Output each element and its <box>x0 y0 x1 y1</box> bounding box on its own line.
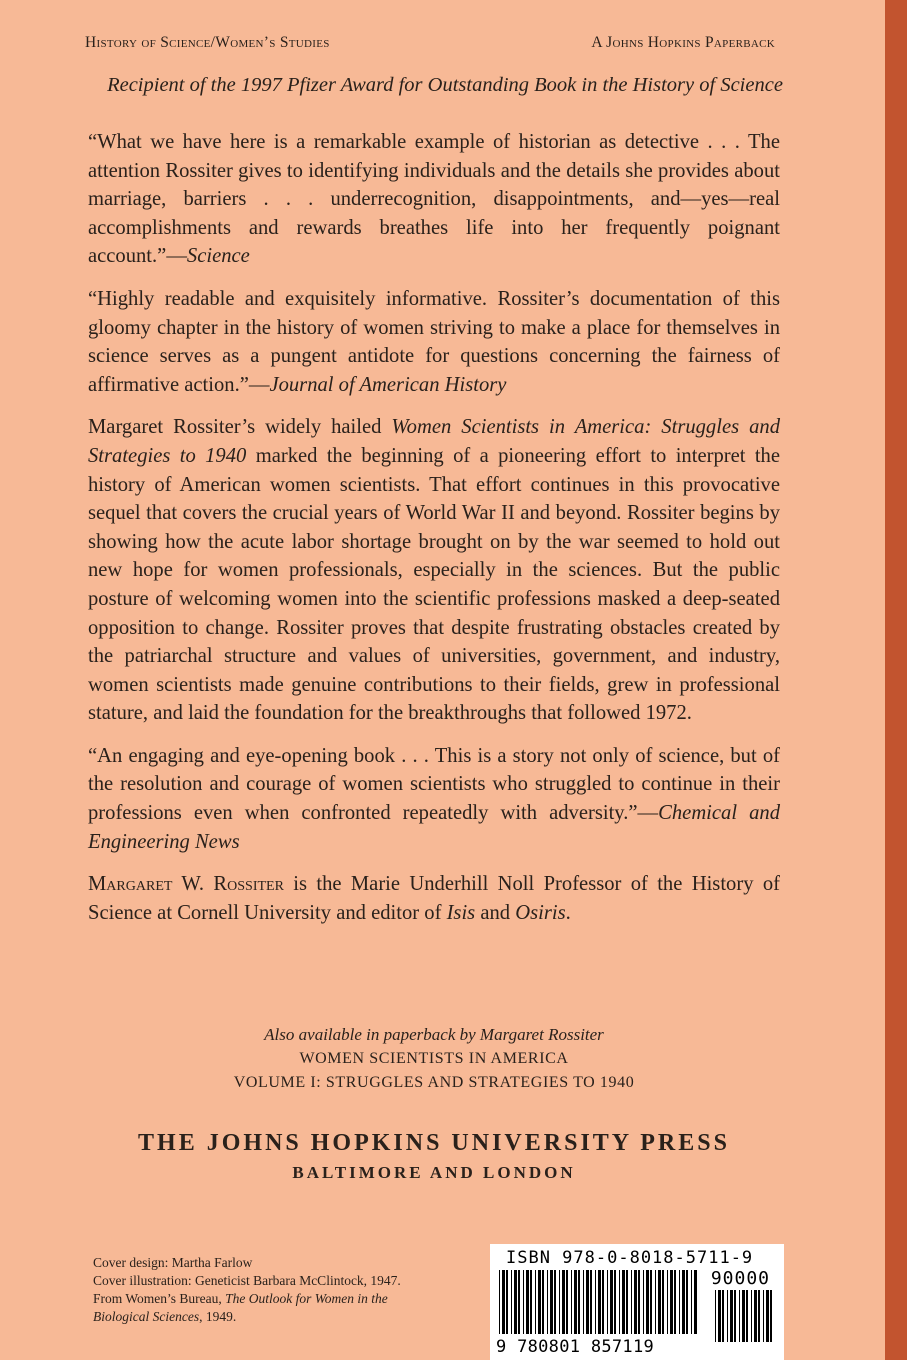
barcode-bar <box>658 1270 661 1334</box>
author-name: Margaret W. Rossiter <box>88 873 284 896</box>
author-bio-text: is the Marie Underhill Noll Professor of the History of Science at Cornell University and editor of <box>88 873 780 924</box>
barcode-bar <box>566 1270 568 1334</box>
barcode-bar <box>634 1270 637 1334</box>
also-available-intro: Also available in paperback by Margaret Rossiter <box>264 1025 604 1044</box>
barcode-bar <box>602 1270 604 1334</box>
barcode-bar <box>746 1290 748 1342</box>
cover-copy <box>88 128 780 941</box>
barcode-bar <box>662 1270 664 1334</box>
barcode-bar <box>583 1270 584 1334</box>
barcode-bar <box>547 1270 548 1334</box>
barcode-bar <box>766 1290 769 1342</box>
barcode-bar <box>674 1270 676 1334</box>
author-bio-end: . <box>565 901 571 924</box>
barcode-bar <box>523 1270 524 1334</box>
review-text: “Highly readable and exquisitely informative. Rossiter’s documentation of this gloomy chapter in the history of women striving to make a place for themselves in science serves as a pungent antidote for questions concerning the fairness of affirmative action.”— <box>88 287 780 396</box>
also-available-subtitle: VOLUME I: STRUGGLES AND STRATEGIES TO 1940 <box>233 1074 635 1091</box>
journal-osiris: Osiris <box>515 901 566 924</box>
illustration-source-title: The Outlook for Women in the Biological Sciences <box>93 1291 388 1324</box>
review-chemical-engineering-news <box>88 742 780 856</box>
barcode-bar <box>727 1290 728 1342</box>
subject-category: History of Science/Women’s Studies <box>85 34 330 51</box>
barcode-bar <box>686 1270 688 1334</box>
book-description <box>88 413 780 728</box>
illustration-text: Cover illustration: Geneticist Barbara McClintock, 1947. From Women’s Bureau, <box>93 1273 401 1306</box>
barcode-bar <box>670 1270 673 1334</box>
cover-illustration-credit <box>93 1272 423 1326</box>
barcode-bar <box>619 1270 620 1334</box>
barcode-bars-icon <box>498 1270 698 1334</box>
barcode-bar <box>646 1270 649 1334</box>
barcode-bar <box>502 1270 505 1334</box>
barcode-bar <box>559 1270 560 1334</box>
barcode-bar <box>595 1270 596 1334</box>
barcode-bar <box>739 1290 740 1342</box>
barcode-bar <box>770 1290 772 1342</box>
barcode-bar <box>538 1270 541 1334</box>
price-addon-number: 90000 <box>710 1268 770 1289</box>
barcode-bar <box>542 1270 544 1334</box>
barcode <box>490 1244 784 1360</box>
barcode-bar <box>718 1290 721 1342</box>
barcode-bar <box>626 1270 628 1334</box>
barcode-bar <box>754 1290 757 1342</box>
barcode-bar <box>694 1270 697 1334</box>
barcode-bar <box>682 1270 685 1334</box>
barcode-bar <box>679 1270 680 1334</box>
review-science <box>88 128 780 271</box>
review-source: Chemical and Engineering News <box>88 802 780 853</box>
barcode-bar <box>655 1270 656 1334</box>
cover-design-credit: Cover design: Martha Farlow <box>93 1255 253 1270</box>
barcode-bar <box>518 1270 520 1334</box>
review-source: Science <box>186 245 250 268</box>
barcode-bar <box>614 1270 616 1334</box>
barcode-bar <box>631 1270 632 1334</box>
barcode-bar <box>734 1290 736 1342</box>
publisher-imprint <box>88 1128 780 1188</box>
barcode-bar <box>730 1290 733 1342</box>
review-source: Journal of American History <box>269 373 507 396</box>
review-journal-american-history <box>88 285 780 399</box>
barcode-bar <box>610 1270 613 1334</box>
barcode-bar <box>586 1270 589 1334</box>
publisher-location: BALTIMORE AND LONDON <box>292 1163 576 1182</box>
barcode-bar <box>511 1270 512 1334</box>
barcode-bar <box>650 1270 652 1334</box>
barcode-bar <box>554 1270 556 1334</box>
barcode-bar <box>535 1270 536 1334</box>
previous-book-title: Women Scientists in America: Struggles and Strategies to 1940 <box>88 416 780 467</box>
isbn-text: ISBN 978-0-8018-5711-9 <box>506 1248 754 1268</box>
barcode-bar <box>526 1270 529 1334</box>
illustration-year: , 1949. <box>199 1309 237 1324</box>
barcode-bar <box>574 1270 577 1334</box>
barcode-bar <box>751 1290 752 1342</box>
award-line: Recipient of the 1997 Pfizer Award for Outstanding Book in the History of Science <box>107 74 783 96</box>
barcode-bar <box>499 1270 500 1334</box>
author-bio-and: and <box>475 901 516 924</box>
cover-credits <box>93 1254 423 1326</box>
description-lead: Margaret Rossiter’s widely hailed <box>88 416 392 439</box>
barcode-bar <box>622 1270 625 1334</box>
journal-isis: Isis <box>446 901 476 924</box>
barcode-bar <box>578 1270 580 1334</box>
barcode-bar <box>571 1270 572 1334</box>
also-available <box>88 1023 780 1095</box>
barcode-bar <box>643 1270 644 1334</box>
barcode-bar <box>691 1270 692 1334</box>
barcode-bar <box>590 1270 592 1334</box>
spine-edge <box>885 0 907 1360</box>
barcode-bar <box>607 1270 608 1334</box>
barcode-bar <box>667 1270 668 1334</box>
barcode-bar <box>722 1290 724 1342</box>
review-text: “What we have here is a remarkable example of historian as detective . . . The attention Rossiter gives to identifying individuals and the details she provides about marriage, barriers . . . underrecognition, disappointments, and—yes—real accomplishments and rewards breathes life into her frequently poignant account.”— <box>88 131 780 268</box>
barcode-bar <box>763 1290 764 1342</box>
barcode-bar <box>506 1270 508 1334</box>
barcode-bar <box>742 1290 745 1342</box>
addon-bars-icon <box>714 1290 776 1342</box>
publisher-name: THE JOHNS HOPKINS UNIVERSITY PRESS <box>138 1130 730 1156</box>
barcode-number: 9 780801 857119 <box>496 1337 655 1357</box>
barcode-bar <box>562 1270 565 1334</box>
barcode-bar <box>530 1270 532 1334</box>
barcode-bar <box>638 1270 640 1334</box>
description-body: marked the beginning of a pioneering effort to interpret the history of American women scientists. That effort continues in this provocative sequel that covers the crucial years of World War II and beyond. Rossiter begins by showing how the acute labor shortage brought on by the war seemed to hold out new hope for women professionals, especially in the sciences. But the public posture of welcoming women into the scientific professions masked a deep-seated opposition to change. Rossiter proves that despite frustrating obstacles created by the patriarchal structure and values of universities, government, and industry, women scientists made genuine contributions to their fields, grew in professional stature, and laid the foundation for the breakthroughs that followed 1972. <box>88 444 780 725</box>
author-bio <box>88 870 780 927</box>
barcode-bar <box>758 1290 760 1342</box>
series-label: A Johns Hopkins Paperback <box>591 34 775 51</box>
barcode-bar <box>715 1290 716 1342</box>
barcode-bar <box>550 1270 553 1334</box>
barcode-bar <box>514 1270 517 1334</box>
also-available-title: WOMEN SCIENTISTS IN AMERICA <box>299 1050 569 1067</box>
barcode-bar <box>598 1270 601 1334</box>
review-text: “An engaging and eye-opening book . . . This is a story not only of science, but of the resolution and courage of women scientists who struggled to continue in their professions even when confronted repeatedly with adversity.”— <box>88 744 780 825</box>
